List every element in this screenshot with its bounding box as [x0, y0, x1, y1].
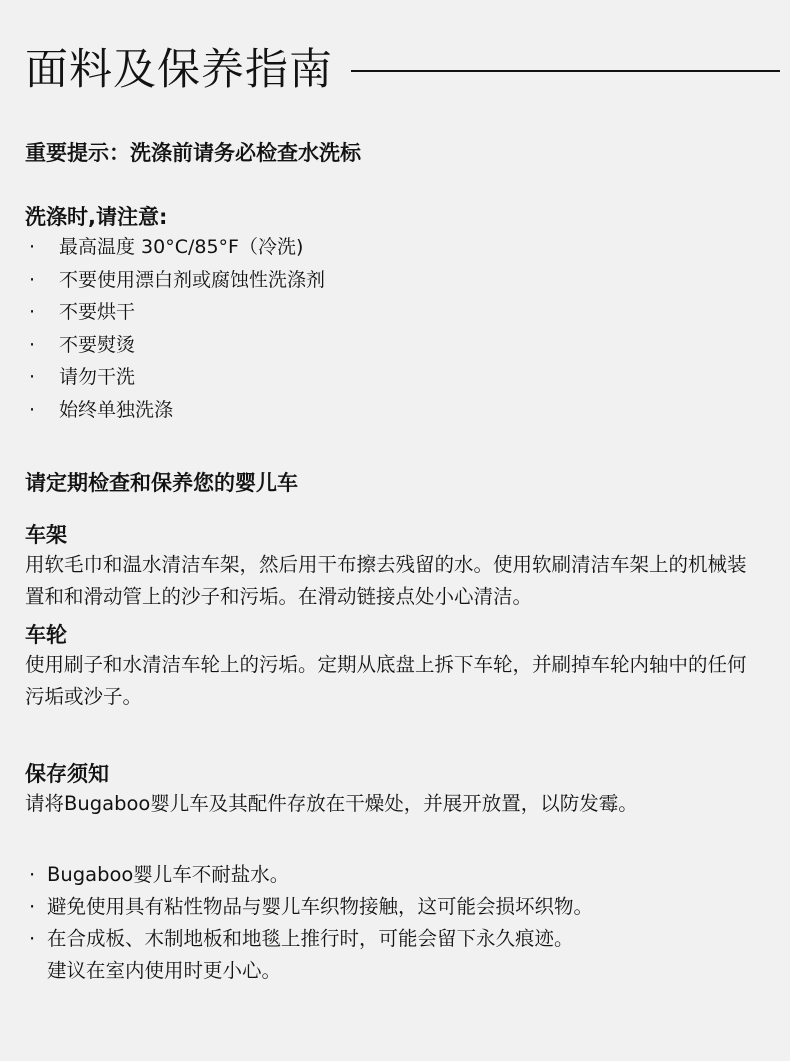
list-item-text: Bugaboo婴儿车不耐盐水。 — [47, 863, 290, 886]
washing-list-item — [25, 264, 765, 297]
bullet-dot: · — [29, 398, 36, 421]
bullet-dot: · — [29, 301, 36, 323]
bullet-dot: · — [29, 268, 36, 291]
bullet-dot: · — [29, 863, 36, 886]
washing-section — [25, 203, 765, 426]
washing-list-item — [25, 296, 765, 329]
washing-list-item — [25, 231, 765, 264]
important-note: 重要提示：洗涤前请务必检查水洗标 — [25, 141, 361, 165]
title-divider — [351, 70, 780, 72]
storage-section — [25, 760, 765, 820]
storage-heading: 保存须知 — [25, 762, 109, 786]
check-heading: 请定期检查和保养您的婴儿车 — [25, 471, 298, 495]
list-item-text: 始终单独洗涤 — [59, 398, 174, 421]
washing-heading: 洗涤时,请注意: — [25, 205, 168, 229]
wheels-section — [25, 621, 765, 713]
note-list-item — [25, 923, 765, 987]
list-item-text: 不要使用漂白剂或腐蚀性洗涤剂 — [59, 268, 326, 291]
list-item-text: 请勿干洗 — [59, 366, 136, 388]
bullet-dot: · — [29, 236, 36, 258]
bullet-dot: · — [29, 927, 36, 950]
frame-heading: 车架 — [25, 523, 67, 547]
washing-list-item — [25, 394, 765, 427]
bullet-dot: · — [29, 366, 36, 388]
washing-list-item — [25, 329, 765, 362]
washing-list — [25, 231, 765, 426]
list-item-text: 避免使用具有粘性物品与婴儿车织物接触，这可能会损坏织物。 — [47, 895, 594, 918]
list-item-text: 不要熨烫 — [59, 333, 136, 356]
wheels-heading: 车轮 — [25, 623, 67, 647]
washing-list-item — [25, 361, 765, 394]
notes-section — [25, 859, 765, 987]
note-list-item — [25, 891, 765, 923]
note-list-item — [25, 859, 765, 891]
frame-text: 用软毛巾和温水清洁车架，然后用干布擦去残留的水。使用软刷清洁车架上的机械装置和和滑动管上的沙子和污垢。在滑动链接点处小心清洁。 — [25, 553, 747, 608]
title-row — [25, 40, 780, 100]
list-item-text: 最高温度 30°C/85°F（冷洗) — [59, 236, 304, 258]
list-item-text: 在合成板、木制地板和地毯上推行时，可能会留下永久痕迹。 建议在室内使用时更小心。 — [47, 927, 574, 982]
bullet-dot: · — [29, 895, 36, 918]
list-item-text: 不要烘干 — [59, 301, 136, 323]
notes-list — [25, 859, 765, 987]
storage-text: 请将Bugaboo婴儿车及其配件存放在干燥处，并展开放置，以防发霉。 — [25, 792, 638, 815]
bullet-dot: · — [29, 333, 36, 356]
page-title: 面料及保养指南 — [25, 44, 333, 95]
frame-section — [25, 521, 765, 613]
wheels-text: 使用刷子和水清洁车轮上的污垢。定期从底盘上拆下车轮，并刷掉车轮内轴中的任何污垢或沙子。 — [25, 653, 747, 708]
